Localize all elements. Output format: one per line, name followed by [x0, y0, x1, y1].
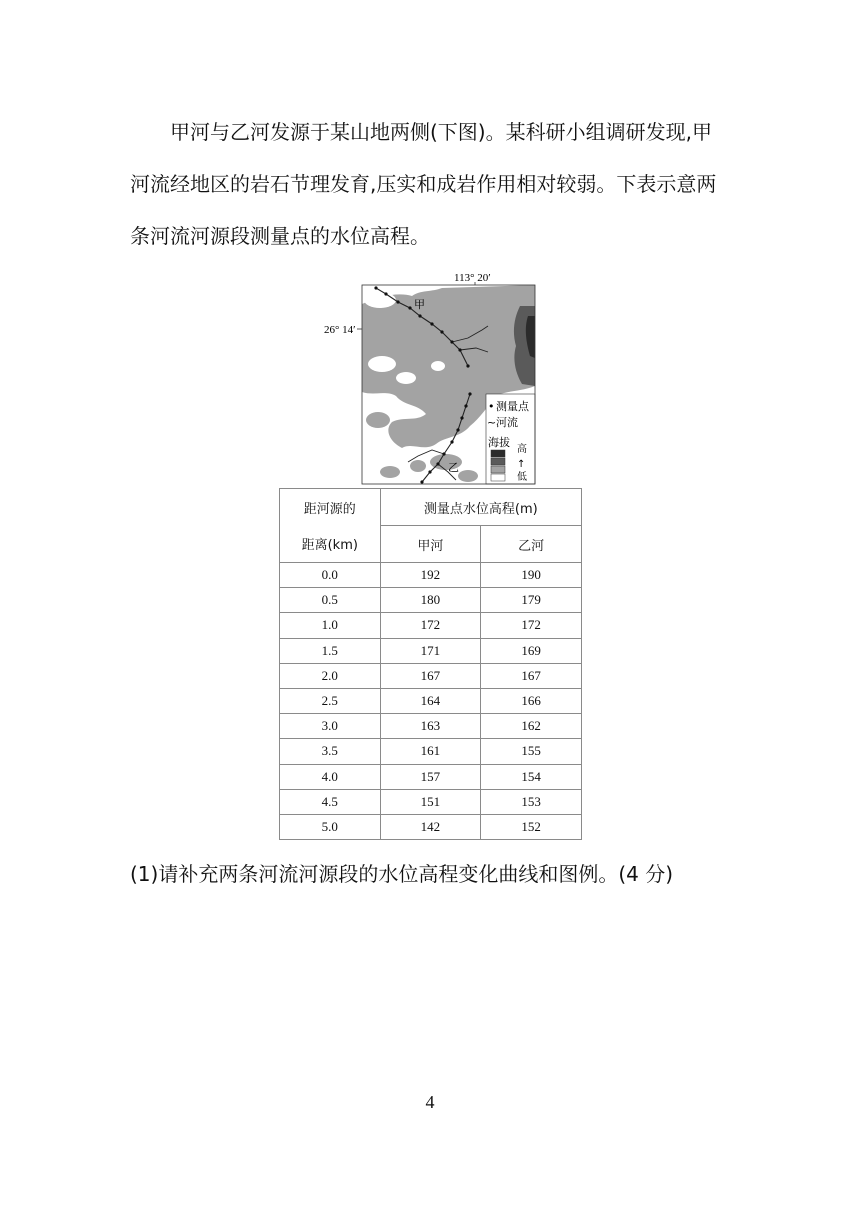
river-a-cell: 161 [380, 739, 481, 764]
legend-arrow-icon: ↑ [517, 459, 526, 470]
intro-line-2: 河流经地区的岩石节理发育,压实和成岩作用相对较弱。下表示意两 [130, 172, 717, 196]
intro-line-3: 条河流河源段测量点的水位高程。 [130, 224, 430, 248]
distance-cell: 2.5 [280, 688, 381, 713]
distance-cell: 0.5 [280, 588, 381, 613]
river-b-cell: 152 [481, 814, 582, 839]
table-row [280, 663, 582, 688]
distance-cell: 5.0 [280, 814, 381, 839]
map-legend [486, 394, 535, 484]
question-text: (1)请补充两条河流河源段的水位高程变化曲线和图例。(4 分) [130, 862, 674, 886]
legend-swatch-high [491, 450, 505, 457]
river-b-cell: 190 [481, 563, 582, 588]
table-row [280, 814, 582, 839]
river-a-label: 甲 [414, 298, 425, 311]
legend-swatch-mid [491, 466, 505, 473]
table-row [280, 563, 582, 588]
table-row [280, 789, 582, 814]
distance-cell: 3.0 [280, 714, 381, 739]
river-b-label: 乙 [448, 461, 459, 474]
legend-point-label: 测量点 [496, 400, 529, 413]
legend-low-label: 低 [517, 472, 527, 483]
river-a-header: 甲河 [380, 526, 481, 563]
river-b-cell: 166 [481, 688, 582, 713]
longitude-label: 113° 20′ [454, 272, 491, 284]
river-a-cell: 167 [380, 663, 481, 688]
legend-point-symbol: • [488, 400, 495, 413]
table-row [280, 764, 582, 789]
river-b-cell: 155 [481, 739, 582, 764]
intro-paragraph [130, 106, 730, 262]
distance-cell: 3.5 [280, 739, 381, 764]
distance-header-line1: 距河源的 [280, 489, 381, 526]
distance-header-line2: 距离(km) [280, 526, 381, 563]
water-level-table [279, 488, 582, 840]
legend-swatch-mid-high [491, 458, 505, 465]
latitude-label: 26° 14′ [324, 324, 356, 336]
river-b-cell: 179 [481, 588, 582, 613]
river-a-cell: 163 [380, 714, 481, 739]
river-b-cell: 167 [481, 663, 582, 688]
river-a-cell: 192 [380, 563, 481, 588]
river-a-cell: 171 [380, 638, 481, 663]
distance-cell: 1.5 [280, 638, 381, 663]
river-map [320, 266, 540, 486]
river-a-cell: 157 [380, 764, 481, 789]
river-b-cell: 154 [481, 764, 582, 789]
river-b-cell: 162 [481, 714, 582, 739]
legend-swatch-low [491, 474, 505, 481]
river-a-cell: 180 [380, 588, 481, 613]
distance-cell: 2.0 [280, 663, 381, 688]
table-row [280, 714, 582, 739]
map-frame [362, 285, 535, 484]
table-row [280, 638, 582, 663]
distance-cell: 1.0 [280, 613, 381, 638]
legend-river-symbol: ~ [487, 416, 497, 429]
distance-cell: 4.5 [280, 789, 381, 814]
river-b-header: 乙河 [481, 526, 582, 563]
legend-elevation-label: 海拔 [488, 436, 510, 449]
river-a-cell: 164 [380, 688, 481, 713]
legend-river-label: 河流 [496, 416, 518, 429]
river-b-cell: 153 [481, 789, 582, 814]
river-a-cell: 172 [380, 613, 481, 638]
table-row [280, 739, 582, 764]
table-row [280, 588, 582, 613]
river-a-cell: 142 [380, 814, 481, 839]
river-b-cell: 169 [481, 638, 582, 663]
table-row [280, 688, 582, 713]
legend-high-label: 高 [517, 444, 527, 455]
river-a-cell: 151 [380, 789, 481, 814]
river-b-cell: 172 [481, 613, 582, 638]
group-header: 测量点水位高程(m) [380, 489, 581, 526]
distance-cell: 4.0 [280, 764, 381, 789]
table-row [280, 613, 582, 638]
intro-line-1: 甲河与乙河发源于某山地两侧(下图)。某科研小组调研发现,甲 [170, 120, 712, 144]
page-number: 4 [425, 1092, 435, 1112]
distance-cell: 0.0 [280, 563, 381, 588]
